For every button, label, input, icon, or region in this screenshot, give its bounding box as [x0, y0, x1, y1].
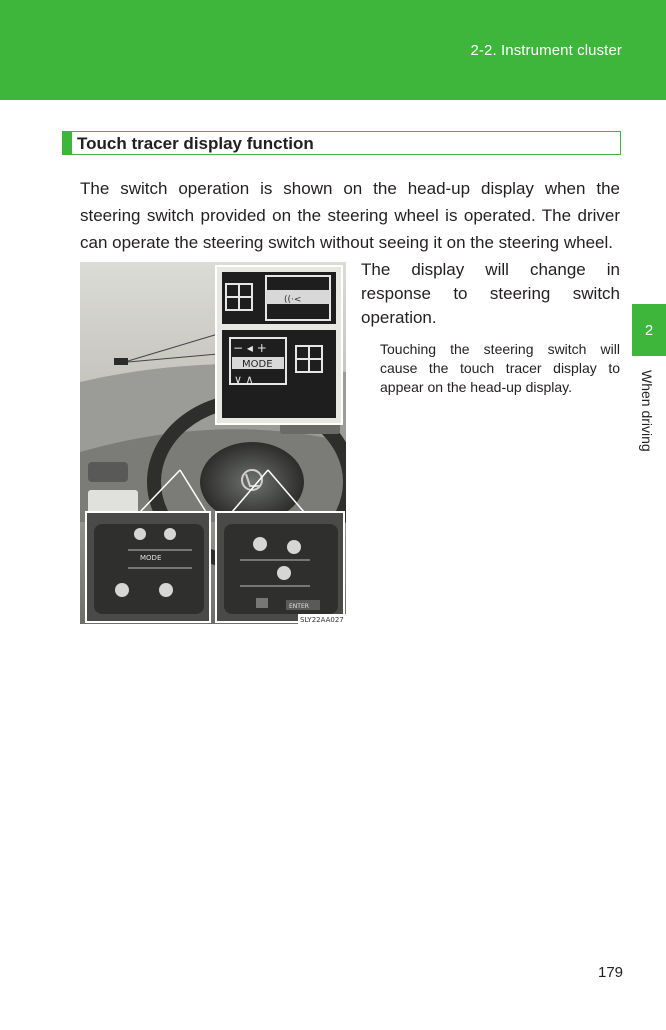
- steering-switch-illustration: [80, 262, 346, 624]
- intro-paragraph: The switch operation is shown on the head-up display when the steering switch provided on the steering wheel is operated. The driver can operate the steering switch without seeing it on the steering wheel.: [80, 179, 620, 252]
- phone-off-icon: [287, 540, 301, 554]
- section-heading-text: Touch tracer display function: [77, 134, 314, 153]
- left-switch-inset: [86, 512, 210, 622]
- switch-mode-label: MODE: [140, 554, 162, 562]
- figure-note: Touching the steering switch will cause the touch tracer display to appear on the head-up display.: [380, 341, 620, 395]
- voice-icon: [277, 566, 291, 580]
- figure-code: SLY22AA027: [300, 616, 344, 624]
- enter-label: ENTER: [289, 603, 309, 610]
- down-arrow-icon: [115, 583, 129, 597]
- header-band: [0, 0, 666, 100]
- svg-text:((·<: ((·<: [284, 295, 302, 305]
- page-number: 179: [598, 964, 624, 981]
- up-arrow-icon: [159, 583, 173, 597]
- heading-accent-bar: [63, 132, 72, 154]
- hud-mode-label: MODE: [242, 359, 273, 370]
- section-heading: [62, 131, 621, 155]
- hud-marker: [114, 358, 128, 365]
- svg-text:∨ ∧: ∨ ∧: [234, 373, 254, 386]
- chapter-number-tab: [632, 304, 666, 356]
- chapter-number: 2: [644, 321, 654, 339]
- chapter-label: When driving: [639, 370, 655, 452]
- volume-down-icon: [134, 528, 146, 540]
- volume-up-icon: [164, 528, 176, 540]
- phone-on-icon: [253, 537, 267, 551]
- figure-caption: The display will change in response to steering switch operation.: [361, 260, 620, 327]
- chapter-title: 2-2. Instrument cluster: [470, 42, 622, 59]
- right-switch-inset: [216, 512, 344, 622]
- hud-display-inset: [216, 266, 342, 424]
- illustration-svg: [80, 262, 346, 624]
- svg-text:− ◂ +: − ◂ +: [233, 341, 267, 355]
